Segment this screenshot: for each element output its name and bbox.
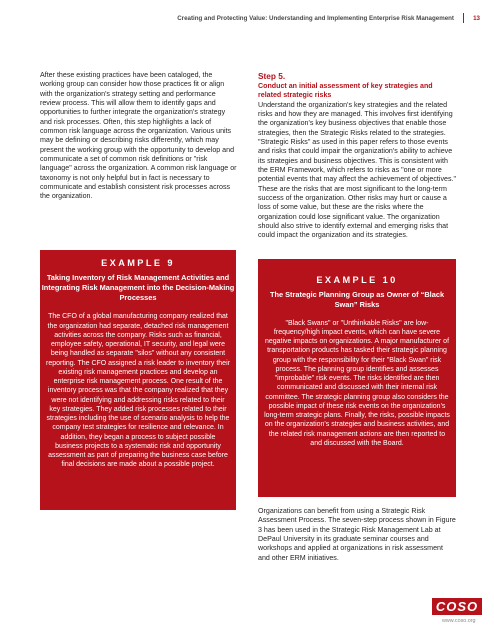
- example-9-box: [40, 250, 236, 510]
- example-9-label: EXAMPLE 9: [101, 258, 175, 268]
- left-column: [40, 71, 238, 202]
- running-title: Creating and Protecting Value: Understanding and Implementing Enterprise Risk Management: [177, 15, 454, 22]
- example-9-title: Taking Inventory of Risk Management Activities and Integrating Risk Management into the Decision-Making Processes: [41, 273, 235, 302]
- page-header: [0, 0, 494, 34]
- example-10-title: The Strategic Planning Group as Owner of “Black Swan” Risks: [269, 290, 445, 309]
- step-5-heading: Step 5.: [258, 71, 286, 81]
- example-9-body: The CFO of a global manufacturing company realized that the organization had separate, detached risk management activities across the company. Risks such as financial, employee safety, operational, IT security, and legal were being handled as separate "silos" without any consistent reporting. The CFO assigned a risk leader to inventory their existing risk management practices and develop an enterprise risk management process. One result of the inventory process was that the company realized that they were not identifying and addressing risks related to their key strategies. They added risk processes related to their strategies including the use of scenario analysis to help the company test strategies for resilience and relevance. In addition, they began a process to subject possible business projects to a systematic risk and opportunity assessment as part of preparing the business case before final decisions are made about a possible project.: [46, 313, 230, 469]
- closing-section: [258, 507, 456, 563]
- example-10-box: [258, 259, 456, 497]
- coso-logo: COSO: [432, 598, 482, 615]
- website-url: www.coso.org: [442, 618, 476, 624]
- page-number: 13: [473, 15, 480, 22]
- intro-paragraph: After these existing practices have been cataloged, the working group can consider how those practices fit or align with the organization's strategy setting and performance review process. This will allow them to identify gaps and opportunities to further integrate the organization's strategy and risk processes. Often, this step highlights a lack of common risk language across the organization. Various units may be defining or describing risks differently, which may present the working group with the opportunity to develop and communicate a set of common risk definitions or "risk language" across the organization. A common risk language or taxonomy is not only helpful but in fact is necessary to communicate and establish consistent risk processes across the organization.: [40, 71, 237, 201]
- example-10-label: EXAMPLE 10: [316, 275, 398, 285]
- step-5-paragraph: Understand the organization's key strategies and the related risks and how they are managed. This involves first identifying the organization's key business objectives that enable those strategies, then the Strategic Risks related to the strategies. "Strategic Risks" as used in this paper refers to those events and risks that could impair the organization's ability to achieve its strategies and business objectives. This is consistent with the ERM Framework, which refers to risks as "one or more potential events that may affect the achievement of objectives." These are the risks that are most significant to the long-term success of the organization. Other risks may hurt or cause a loss of some value, but these are the risks where the organization could lose significant value. The organization should also strive to identify external and emerging risks that could impact the organization and its strategies.: [258, 100, 456, 240]
- closing-paragraph: Organizations can benefit from using a Strategic Risk Assessment Process. The seven-step process shown in Figure 3 has been used in the Strategic Risk Management Lab at DePaul University in its graduate seminar courses and workshops and applied at organizations in risk assessment and other ERM initiatives.: [258, 507, 456, 562]
- header-divider: [463, 13, 464, 23]
- example-10-body: "Black Swans" or "Unthinkable Risks" are low-frequency/high impact events, which can have severe negative impacts on organizations. A major manufacturer of transportation products has tasked their strategic planning group with the responsibility for their "Black Swan" risk process. The planning group identifies and assesses "improbable" risk events. The risks identified are then communicated and discussed with their internal risk committee. The strategic planning group also considers the possible impact of these risk events on the organization's long-term strategic plans. Finally, the risks, possible impacts on the organization's strategies and business activities, and the related risk management actions are then reported to and discussed with the Board.: [264, 319, 450, 447]
- right-column: [258, 71, 456, 241]
- step-5-subheading: Conduct an initial assessment of key strategies and related strategic risks: [258, 82, 433, 100]
